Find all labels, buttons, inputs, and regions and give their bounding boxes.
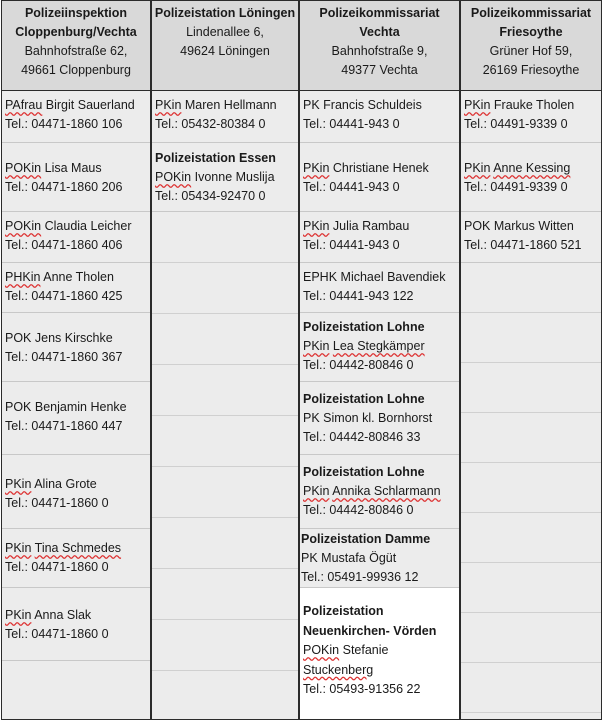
header-address: 26169 Friesoythe bbox=[482, 63, 580, 77]
station-name: Polizeistation Lohne bbox=[303, 320, 425, 334]
contact-name: Stuckenberg bbox=[303, 662, 374, 677]
rank: PK bbox=[303, 411, 320, 425]
contact-cell bbox=[2, 91, 150, 143]
rank: PK bbox=[301, 551, 318, 565]
header-title: Polizeiinspektion bbox=[24, 6, 128, 20]
rank: POK bbox=[5, 400, 32, 414]
rank: PAfrau bbox=[5, 98, 43, 112]
phone: Tel.: 04471-1860 0 bbox=[5, 627, 109, 641]
contact-name: Frauke Tholen bbox=[493, 98, 575, 112]
contact-cell bbox=[2, 588, 150, 661]
contact-name: Jens Kirschke bbox=[34, 331, 113, 345]
contact-cell bbox=[300, 313, 459, 382]
rank: PKin bbox=[5, 541, 32, 555]
contact-name: Michael Bavendiek bbox=[340, 270, 446, 284]
phone: Tel.: 04442-80846 0 bbox=[303, 503, 414, 517]
column-header bbox=[152, 0, 298, 91]
contact-cell bbox=[300, 263, 459, 313]
column-ps-loeningen bbox=[151, 0, 299, 720]
header-title: Polizeistation Löningen bbox=[154, 6, 296, 20]
contact-name: Markus Witten bbox=[493, 219, 574, 233]
station-name: Polizeistation Lohne bbox=[303, 392, 425, 406]
contact-name: Tina Schmedes bbox=[34, 541, 122, 555]
contact-name: Ivonne Muslija bbox=[194, 170, 275, 184]
contact-cell bbox=[2, 263, 150, 313]
contact-cell bbox=[300, 455, 459, 529]
empty-cell bbox=[152, 212, 298, 720]
contact-cell bbox=[2, 529, 150, 588]
rank: PKin bbox=[303, 484, 330, 498]
rank: POKin bbox=[5, 219, 42, 233]
rank: PKin bbox=[5, 608, 32, 622]
contact-cell bbox=[300, 91, 459, 143]
phone: Tel.: 04491-9339 0 bbox=[464, 117, 568, 131]
contact-name: Lea Stegkämper bbox=[332, 339, 425, 353]
contact-name: Benjamin Henke bbox=[34, 400, 127, 414]
rank: EPHK bbox=[303, 270, 338, 284]
station-name: Polizeistation Essen bbox=[155, 151, 276, 165]
phone: Tel.: 04441-943 0 bbox=[303, 117, 400, 131]
contact-name: Simon kl. Bornhorst bbox=[323, 411, 433, 425]
phone: Tel.: 05493-91356 22 bbox=[303, 682, 421, 696]
phone: Tel.: 04441-943 0 bbox=[303, 180, 400, 194]
contact-cell bbox=[2, 212, 150, 263]
phone: Tel.: 04442-80846 33 bbox=[303, 430, 421, 444]
rank: PKin bbox=[303, 219, 330, 233]
contact-name: Mustafa Ögüt bbox=[321, 551, 397, 565]
rank: PHKin bbox=[5, 270, 41, 284]
contact-cell bbox=[2, 313, 150, 382]
rank: PKin bbox=[155, 98, 182, 112]
rank: PKin bbox=[303, 161, 330, 175]
header-title: Polizeikommissariat bbox=[470, 6, 592, 20]
header-address: Grüner Hof 59, bbox=[489, 44, 573, 58]
contact-name: Maren Hellmann bbox=[184, 98, 277, 112]
phone: Tel.: 04471-1860 406 bbox=[5, 238, 123, 252]
column-pi-cloppenburg-vechta bbox=[1, 0, 151, 720]
phone: Tel.: 04471-1860 206 bbox=[5, 180, 123, 194]
phone: Tel.: 04471-1860 521 bbox=[464, 238, 582, 252]
station-name: Polizeistation Lohne bbox=[303, 465, 425, 479]
phone: Tel.: 04471-1860 0 bbox=[5, 560, 109, 574]
contact-name: Lisa Maus bbox=[44, 161, 102, 175]
phone: Tel.: 04471-1860 425 bbox=[5, 289, 123, 303]
contact-cell bbox=[2, 455, 150, 529]
station-name: Polizeistation bbox=[303, 604, 384, 618]
empty-cell bbox=[2, 661, 150, 720]
phone: Tel.: 05434-92470 0 bbox=[155, 189, 266, 203]
rank: PK bbox=[303, 98, 320, 112]
contact-name: Annika Schlarmann bbox=[332, 484, 441, 498]
header-title: Polizeikommissariat bbox=[319, 6, 440, 20]
column-header bbox=[2, 0, 150, 91]
contact-cell bbox=[461, 91, 601, 143]
phone: Tel.: 04491-9339 0 bbox=[464, 180, 568, 194]
contact-name: Birgit Sauerland bbox=[45, 98, 135, 112]
contact-cell bbox=[300, 529, 459, 588]
column-header bbox=[461, 0, 601, 91]
phone: Tel.: 04441-943 122 bbox=[303, 289, 414, 303]
header-title: Friesoythe bbox=[499, 25, 563, 39]
rank: PKin bbox=[464, 98, 491, 112]
rank: POK bbox=[5, 331, 32, 345]
contact-cell bbox=[461, 212, 601, 263]
contact-cell bbox=[152, 143, 298, 212]
phone: Tel.: 04441-943 0 bbox=[303, 238, 400, 252]
rank: PKin bbox=[5, 477, 32, 491]
rank: PKin bbox=[303, 339, 330, 353]
contact-cell bbox=[300, 588, 459, 720]
contact-name: Claudia Leicher bbox=[44, 219, 132, 233]
phone: Tel.: 05432-80384 0 bbox=[155, 117, 266, 131]
phone: Tel.: 04471-1860 0 bbox=[5, 496, 109, 510]
header-address: Bahnhofstraße 62, bbox=[24, 44, 128, 58]
header-address: 49377 Vechta bbox=[341, 63, 418, 77]
contact-name: Anne Kessing bbox=[493, 161, 571, 175]
header-title: Vechta bbox=[359, 25, 400, 39]
contact-cell bbox=[300, 212, 459, 263]
phone: Tel.: 04471-1860 106 bbox=[5, 117, 123, 131]
phone: Tel.: 04442-80846 0 bbox=[303, 358, 414, 372]
header-address: 49661 Cloppenburg bbox=[21, 63, 131, 77]
contact-name: Francis Schuldeis bbox=[323, 98, 422, 112]
contact-cell bbox=[152, 91, 298, 143]
contact-name: Anne Tholen bbox=[43, 270, 114, 284]
column-header bbox=[300, 0, 459, 91]
contact-name: Alina Grote bbox=[34, 477, 97, 491]
contact-name: Christiane Henek bbox=[332, 161, 429, 175]
contact-name: Anna Slak bbox=[34, 608, 92, 622]
phone: Tel.: 05491-99936 12 bbox=[301, 570, 419, 584]
rank: PKin bbox=[464, 161, 491, 175]
station-name: Neuenkirchen- Vörden bbox=[303, 623, 437, 638]
header-address: Bahnhofstraße 9, bbox=[331, 44, 428, 58]
rank: POKin bbox=[155, 170, 192, 184]
rank: POK bbox=[464, 219, 491, 233]
header-address: 49624 Löningen bbox=[180, 44, 270, 58]
contact-name: Stefanie bbox=[342, 643, 389, 657]
rank: POKin bbox=[303, 643, 340, 657]
contact-cell bbox=[300, 143, 459, 212]
column-pk-vechta bbox=[299, 0, 460, 720]
phone: Tel.: 04471-1860 447 bbox=[5, 419, 123, 433]
header-title: Cloppenburg/Vechta bbox=[15, 25, 137, 39]
contact-cell bbox=[2, 143, 150, 212]
phone: Tel.: 04471-1860 367 bbox=[5, 350, 123, 364]
station-name: Polizeistation Damme bbox=[301, 532, 431, 546]
contact-cell bbox=[300, 382, 459, 455]
column-pk-friesoythe bbox=[460, 0, 602, 720]
empty-cell bbox=[461, 263, 601, 720]
header-address: Lindenallee 6, bbox=[186, 25, 264, 39]
rank: POKin bbox=[5, 161, 42, 175]
contact-cell bbox=[461, 143, 601, 212]
contact-name: Julia Rambau bbox=[332, 219, 410, 233]
contact-cell bbox=[2, 382, 150, 455]
